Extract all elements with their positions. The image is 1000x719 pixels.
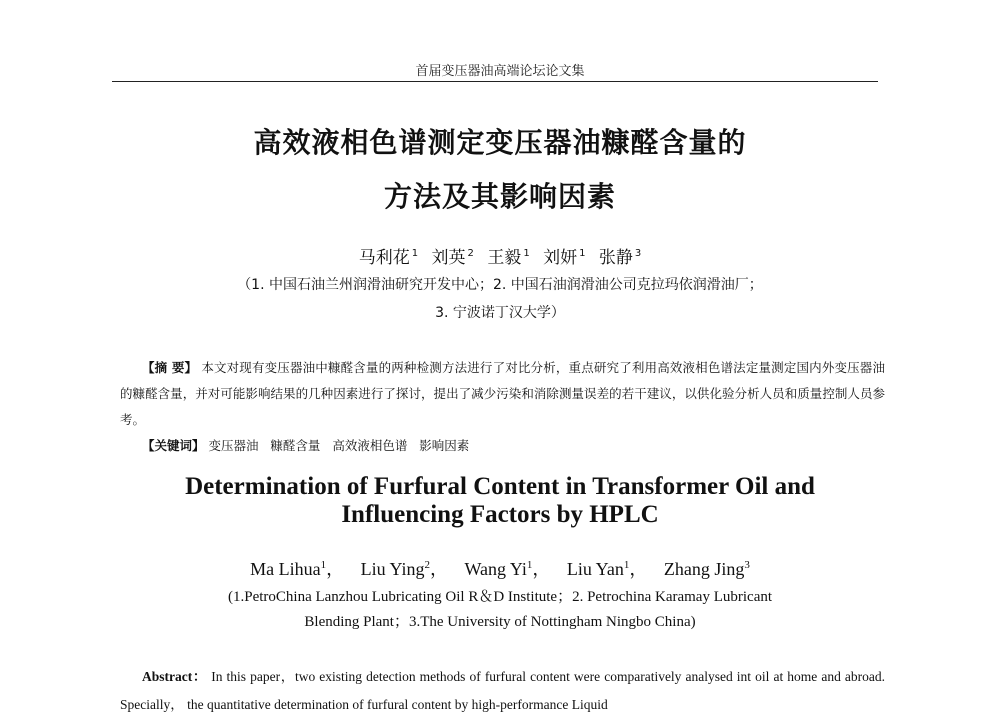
cn-title-line-2: 方法及其影响因素 bbox=[383, 180, 616, 213]
cn-abstract-text: 本文对现有变压器油中糠醛含量的两种检测方法进行了对比分析，重点研究了利用高效液相色谱法定量测定国内外变压器油的糠醛含量，并对可能影响结果的几种因素进行了探讨，提出了减少污染和消除测量误差的若干建议，以供化验分析人员和质量控制人员参考。 bbox=[120, 360, 885, 427]
cn-abstract-block bbox=[120, 355, 885, 459]
cn-authors bbox=[0, 243, 1000, 268]
en-abstract-text: In this paper，two existing detection methods of furfural content were comparatively analysed int oil at home and abroad. Specially， the quantitative determination of furfural content by high-performance Liquid bbox=[120, 669, 886, 712]
en-author: Liu Yan$^1$， bbox=[566, 559, 648, 579]
cn-abstract bbox=[120, 355, 885, 433]
en-affiliation-line-1: (1.PetroChina Lanzhou Lubricating Oil R＆D Institute；2. Petrochina Karamay Lubricant bbox=[227, 589, 773, 605]
en-abstract bbox=[120, 663, 885, 719]
cn-affiliation-line-2: 3. 宁波诺丁汉大学） bbox=[435, 305, 565, 321]
en-abstract-label: Abstract： bbox=[142, 669, 208, 684]
en-abstract-block bbox=[120, 663, 885, 719]
en-author: Wang Yi$^1$， bbox=[464, 559, 551, 579]
cn-keywords bbox=[120, 433, 885, 459]
en-title-line-2: Influencing Factors by HPLC bbox=[341, 501, 659, 528]
cn-author: 张静 $^3$ bbox=[598, 248, 642, 268]
en-affiliation-line-2: Blending Plant；3.The University of Nottingham Ningbo China) bbox=[304, 614, 696, 630]
en-title bbox=[0, 473, 1000, 529]
header-rule bbox=[112, 81, 878, 82]
en-authors bbox=[0, 555, 1000, 581]
cn-abstract-label: 【摘 要】 bbox=[142, 360, 198, 375]
cn-author: 马利花 $^1$ bbox=[358, 248, 419, 268]
cn-keywords-label: 【关键词】 bbox=[142, 438, 205, 453]
en-author: Ma Lihua$^1$， bbox=[250, 559, 345, 579]
cn-keywords-text: 变压器油 糠醛含量 高效液相色谱 影响因素 bbox=[208, 438, 470, 453]
cn-affiliation-line-1: （1. 中国石油兰州润滑油研究开发中心；2. 中国石油润滑油公司克拉玛依润滑油厂； bbox=[237, 277, 763, 293]
en-title-line-1: Determination of Furfural Content in Transformer Oil and bbox=[185, 473, 815, 500]
running-header: 首届变压器油高端论坛论文集 bbox=[415, 64, 585, 79]
cn-author: 王毅 $^1$ bbox=[487, 248, 530, 268]
cn-author: 刘英 $^2$ bbox=[431, 248, 474, 268]
cn-author: 刘妍 $^1$ bbox=[543, 248, 586, 268]
en-author: Liu Ying$^2$， bbox=[360, 559, 448, 579]
en-author: Zhang Jing$^3$ bbox=[663, 559, 750, 579]
cn-title-line-1: 高效液相色谱测定变压器油糠醛含量的 bbox=[253, 126, 747, 159]
